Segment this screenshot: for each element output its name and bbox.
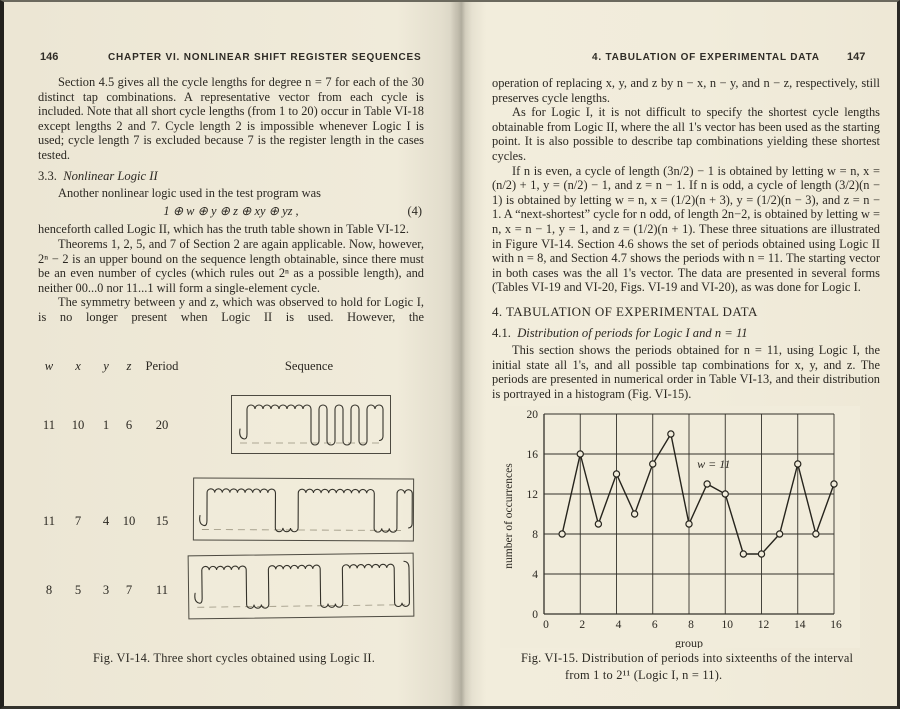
sequence-waveform-box-2 bbox=[193, 478, 414, 542]
svg-text:number of occurrences: number of occurrences bbox=[503, 463, 515, 569]
paragraph: Theorems 1, 2, 5, and 7 of Section 2 are again applicable. Now, however, 2ⁿ − 2 is an upper bound on the sequence length obtainable, since there must be an even number of cycles (which rules out 2ⁿ as a possible length), and neither 00...0 nor 11...1 will form a single-element cycle. bbox=[38, 236, 424, 295]
svg-text:12: 12 bbox=[757, 619, 770, 631]
table-cell: 8 bbox=[45, 583, 53, 597]
section-title: Distribution of periods for Logic I and n = 11 bbox=[517, 325, 748, 340]
svg-text:8: 8 bbox=[688, 619, 694, 631]
sequence-waveform bbox=[194, 479, 413, 541]
equation-4 bbox=[38, 204, 424, 219]
svg-text:4: 4 bbox=[615, 619, 622, 631]
sequence-waveform-box-3 bbox=[188, 553, 415, 620]
right-page-body bbox=[492, 76, 880, 412]
sequence-waveform bbox=[189, 554, 414, 619]
svg-text:16: 16 bbox=[526, 449, 538, 461]
table-header-x: x bbox=[75, 359, 81, 373]
svg-text:group: group bbox=[675, 636, 703, 648]
table-cell: 3 bbox=[102, 583, 110, 597]
section-heading-3-3 bbox=[38, 169, 424, 184]
svg-text:0: 0 bbox=[543, 619, 549, 631]
section-number: 4.1. bbox=[492, 325, 511, 340]
svg-text:8: 8 bbox=[532, 529, 538, 541]
section-number: 3.3. bbox=[38, 168, 57, 183]
svg-text:2: 2 bbox=[579, 619, 586, 631]
section-heading-4: 4. TABULATION OF EXPERIMENTAL DATA bbox=[492, 303, 758, 319]
table-cell: 10 bbox=[122, 514, 136, 528]
section-heading-4-1 bbox=[492, 326, 880, 341]
svg-text:16: 16 bbox=[830, 619, 842, 631]
left-running-header: CHAPTER VI. NONLINEAR SHIFT REGISTER SEQUENCES bbox=[108, 52, 422, 63]
table-cell: 7 bbox=[125, 583, 133, 597]
svg-text:10: 10 bbox=[721, 619, 733, 631]
table-cell: 11 bbox=[42, 514, 56, 528]
svg-text:w = 11: w = 11 bbox=[697, 457, 731, 471]
table-cell: 20 bbox=[155, 418, 169, 432]
table-cell: 11 bbox=[155, 583, 169, 597]
svg-text:4: 4 bbox=[532, 569, 538, 581]
table-cell: 10 bbox=[71, 418, 85, 432]
table-cell: 4 bbox=[102, 514, 110, 528]
table-cell: 1 bbox=[102, 418, 110, 432]
paragraph: The symmetry between y and z, which was observed to hold for Logic I, is no longer present when Logic II is used. However, the bbox=[38, 295, 424, 324]
table-header-sequence: Sequence bbox=[284, 359, 334, 373]
section-title: Nonlinear Logic II bbox=[63, 168, 158, 183]
figure-vi14-caption: Fig. VI-14. Three short cycles obtained using Logic II. bbox=[92, 651, 376, 665]
table-header-w: w bbox=[44, 359, 54, 373]
table-cell: 11 bbox=[42, 418, 56, 432]
table-cell: 6 bbox=[125, 418, 133, 432]
periods-histogram-plot bbox=[500, 406, 860, 648]
equation-body: 1 ⊕ w ⊕ y ⊕ z ⊕ xy ⊕ yz , bbox=[163, 203, 299, 218]
paragraph: operation of replacing x, y, and z by n − x, n − y, and n − z, respectively, still preserves cycle lengths. bbox=[492, 76, 880, 105]
paragraph: Another nonlinear logic used in the test program was bbox=[58, 186, 321, 201]
table-cell: 15 bbox=[155, 514, 169, 528]
sequence-waveform bbox=[232, 396, 390, 453]
table-cell: 7 bbox=[74, 514, 82, 528]
paragraph: This section shows the periods obtained for n = 11, using Logic I, the initial state all 1's, and all possible tap combinations for x, y, and z. The periods are presented in numerical order in Table VI-13, and their distribution is portrayed in a histogram (Fig. VI-15). bbox=[492, 343, 880, 401]
svg-text:6: 6 bbox=[651, 619, 658, 631]
table-cell: 5 bbox=[74, 583, 82, 597]
paragraph: henceforth called Logic II, which has the truth table shown in Table VI-12. bbox=[38, 222, 409, 237]
right-running-header: 4. TABULATION OF EXPERIMENTAL DATA bbox=[592, 52, 820, 63]
left-page-body bbox=[38, 75, 424, 356]
figure-vi15-caption-line2: from 1 to 2¹¹ (Logic I, n = 11). bbox=[565, 668, 723, 682]
table-header-y: y bbox=[103, 359, 109, 373]
figure-vi15-chart bbox=[500, 406, 860, 648]
svg-text:20: 20 bbox=[526, 409, 538, 421]
table-header-period: Period bbox=[145, 359, 179, 373]
paragraph: If n is even, a cycle of length (3n/2) − 1 is obtained by letting w = n, x = (n/2) + 1, y = (n/2) − 1, and z = n − 1. If n is odd, a cycle of length (3/2)(n − 1) is obtained by letting w = n, x = (1/2)(n + 3), y = (1/2)(n − 3), and z = n − 1. A “next-shortest” cycle for n odd, of length 2n−2, is obtained by letting w = n, x = n − 1, y = 1, and z = (1/2)(n + 1). These three situations are illustrated in Figure VI-14. Section 4.6 shows the set of periods obtained using Logic II with n = 8, and Section 4.7 shows the periods with n = 11. The starting vector in both cases was the all 1's vector. The data are presented in several forms (Tables VI-19 and VI-20, Figs. VI-19 and VI-20), as was done for Logic I. bbox=[492, 163, 880, 295]
table-header-z: z bbox=[126, 359, 132, 373]
paragraph: As for Logic I, it is not difficult to specify the shortest cycle lengths obtainable from Logic II, where the all 1's vector has been used as the starting point. It is also possible to describe tap combinations yielding these shortest cycles. bbox=[492, 105, 880, 163]
figure-vi15-caption-line1: Fig. VI-15. Distribution of periods into sixteenths of the interval bbox=[521, 651, 854, 665]
right-page-number: 147 bbox=[847, 51, 866, 63]
left-page-number: 146 bbox=[40, 51, 59, 63]
paragraph: Section 4.5 gives all the cycle lengths for degree n = 7 for each of the 30 distinct tap combinations. A representative vector from each cycle is included. Note that all short cycle lengths (from 1 to 20) occur in Table VI-18 except lengths 2 and 7. Cycle length 2 is impossible whenever Logic I is used; cycle length 7 is excluded because 7 is the register length in the cases tested. bbox=[38, 75, 424, 162]
svg-text:0: 0 bbox=[532, 609, 538, 621]
svg-text:14: 14 bbox=[794, 619, 806, 631]
svg-text:12: 12 bbox=[526, 489, 538, 501]
equation-number: (4) bbox=[407, 203, 422, 218]
sequence-waveform-box-1 bbox=[231, 395, 391, 454]
